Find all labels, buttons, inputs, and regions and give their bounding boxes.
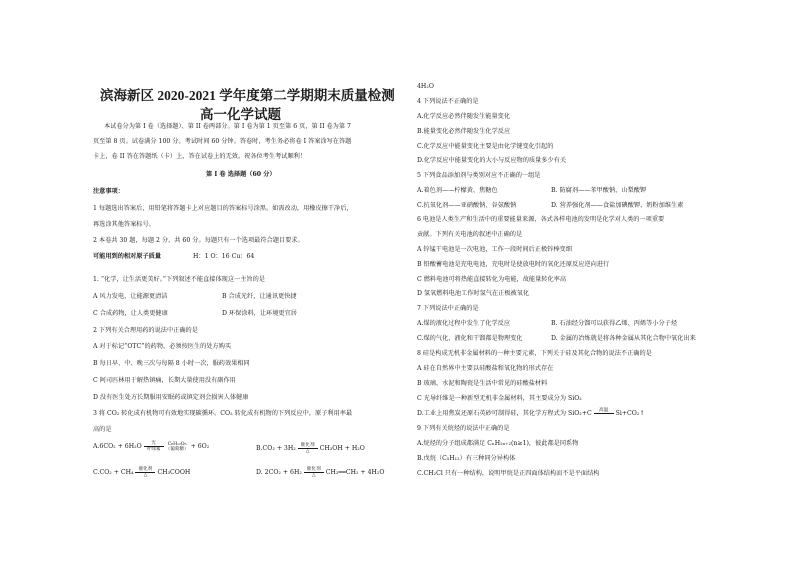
q8-stem: 8 硅是构成无机非金属材料的一种主要元素，下列关于硅及其化合物的说法不正确的是 [417,350,652,357]
notice-line-1: 1 每题选出答案后，用铅笔将答题卡上对应题目的答案标号涂黑。如需改动，用橡皮擦干净后， [93,205,353,212]
q6-option-a: A 锌锰干电池是一次电池，工作一段时间后正极锌棒变细 [417,246,572,253]
q3-c-products: CH₃COOH [157,469,191,476]
q2-stem: 2 下列有关合理用药的说法中正确的是 [93,327,198,334]
q3-b-arrow: 催化剂 △ [298,443,318,454]
q5-option-c: C.抗氧化剂——亚硝酸钠、谷氨酸钠 [417,202,517,209]
q8-option-d [417,408,645,419]
q5-option-d: D. 营养强化剂——食盐加碘酸钾、奶粉加维生素 [551,202,684,209]
q6-stem-2: 贡献。下列有关电池的叙述中正确的是 [417,231,523,238]
q3-b-products: CH₃OH + H₂O [319,445,365,452]
notice-title: 注意事项： [93,188,124,195]
q4-stem: 4 下列说法不正确的是 [417,98,479,105]
q6-stem-1: 6 电池是人类生产和生活中的重要能量来源，各式各样电池的发明是化学对人类的一项重要 [417,216,665,223]
q3-a-arrow [144,441,164,452]
exam-subtitle: 高一化学试题 [200,107,281,122]
exam-title: 滨海新区 2020-2021 学年度第二学期期末质量检测 [100,88,395,103]
q3-stem-1: 3 将 CO₂ 转化成有机物可有效地实现碳循环。CO₂ 转化成有机物的下列反应中，原子利用率最 [93,410,353,417]
q8-d-text: D.工业上用焦炭还原石英砂可制得硅，其化学方程式为 SiO₂+C [417,410,592,417]
q8-option-b: B 玻璃、水泥和陶瓷是生活中常见的硅酸盐材料 [417,380,548,387]
q1-option-d: D 环保涂料，让环境更宜居 [222,310,297,317]
q9-option-c: C.CH₂Cl 只有一种结构，说明甲烷是正四面体结构而不是平面结构 [417,470,600,477]
q6-option-b: B 铅酸蓄电池是充电电池，充电时是使放电时的氧化还原反应逆向进行 [417,261,610,268]
q8-d-products: Si+CO₂↑ [615,410,645,417]
q3-option-b [256,443,365,454]
notice-line-3: 2 本卷共 30 题，每题 2 分，共 60 分。每题只有一个选项最符合题目要求。 [93,237,304,244]
q9-stem: 9 下列有关烷烃的说法中正确的是 [417,425,510,432]
q3-d-reactants: D. 2CO₂ + 6H₂ [256,469,302,476]
q3-c-arrow: 催化剂 △ [135,467,155,478]
q3-b-reactants: B.CO₂ + 3H₂ [256,445,296,452]
q4-option-c: C.化学反应中能量变化主要是由化学键变化引起的 [417,143,554,150]
q5-stem: 5 下列食品添加剂与类别对应不正确的一组是 [417,172,541,179]
q5-option-b: B. 防腐剂——苯甲酸钠、山梨酸钾 [551,187,647,194]
q3-option-a [93,441,209,452]
notice-line-2: 再选涂其他答案标号。 [93,221,155,228]
intro-line-3: 卡上，卷 II 答在答题纸（卡）上，答在试卷上的无效。祝各位考生考试顺利！ [93,153,307,160]
q3-a-reactants: A.6CO₂ + 6H₂O [93,443,142,450]
q3-a-product: C₆H₁₂O₆ （葡萄糖） [165,441,189,452]
q7-stem: 7 下列说法中正确的是 [417,305,479,312]
q8-option-a: A 硅在自然界中主要以硅酸盐和氧化物的形式存在 [417,365,554,372]
q4-option-d: D.化学反应中能量变化的大小与反应物的质量多少有关 [417,157,567,164]
q3-a-cond-top: 光 [151,441,156,446]
section1-title: 第 I 卷 选择题（60 分） [206,171,276,178]
q1-stem: 1. “化学，让生活更美好。”下列叙述不能直接体现这一主旨的是 [93,276,265,283]
q2-option-b: B 每日早、中、晚三次与每隔 8 小时一次，服药效果相同 [93,360,250,367]
q3-c-reactants: C.CO₂ + CH₄ [93,469,134,476]
q2-option-c: C 阿司匹林用于解热镇痛，长期大量使用没有副作用 [93,377,236,384]
q8-option-c: C 光导纤维是一种新型无机非金属材料，其主要成分为 SiO₂ [417,395,582,402]
q7-option-b: B. 石油经分馏可以获得乙烯、丙烯等小分子烃 [551,320,678,327]
q4-option-a: A.化学反应必然伴随发生能量变化 [417,113,511,120]
q3-stem-2: 高的是 [93,426,112,433]
q9-option-b: B.戊烷（C₅H₁₂）有三种同分异构体 [417,455,516,462]
q2-option-d: D 没有医生处方长期服用安眠药或镇定剂会损害人体健康 [93,394,249,401]
intro-line-2: 页至第 8 页。试卷满分 100 分。考试时间 60 分钟。答卷时，考生务必将卷 I 答案涂写在答题 [93,138,352,145]
q1-option-c: C 合成药物，让人类更健康 [93,310,168,317]
q3-d-products: CH₂══CH₂ + 4H₂O [325,469,385,476]
q3-d-arrow: 催化剂 △ [304,467,324,478]
q3-d-continuation: 4H₂O [417,83,434,90]
q6-option-c: C 燃料电池可将热能直接转化为电能，故能量转化率高 [417,276,567,283]
q1-option-b: B 合成光纤，让通讯更快捷 [222,293,297,300]
q3-option-d [256,467,384,478]
q9-option-a: A.烷烃的分子组成都满足 CₙH₂ₙ₊₂(n≥1)，彼此都是同系物 [417,440,579,447]
atomic-mass-label: 可能用到的相对原子质量 [93,253,162,260]
q3-option-c [93,467,190,478]
intro-line-1: 本试卷分为第 I 卷（选择题）、第 II 卷两部分。第 I 卷为第 1 页至第 6 页，第 II 卷为第 7 [104,123,351,130]
q5-option-a: A.着色剂——柠檬黄、焦糖色 [417,187,498,194]
q4-option-b: B.能量变化必然伴随发生化学反应 [417,128,511,135]
q8-d-arrow: 高温 [594,408,614,419]
q6-option-d: D 氢氧燃料电池工作时氢气在正极被氧化 [417,290,530,297]
atomic-mass-values: H：1 O：16 Cu：64 [193,253,255,260]
q2-option-a: A 对于标记“OTC”的药物，必须按医生的处方购买 [93,343,232,350]
q1-option-a: A 风力发电，让能源更清洁 [93,293,168,300]
q7-option-a: A.煤的液化过程中发生了化学反应 [417,320,511,327]
q7-option-c: C.煤的气化、液化和干馏都是物理变化 [417,335,523,342]
q3-a-cond-bottom: 叶绿素 [146,447,161,452]
q3-a-byproduct: + 6O₂ [190,443,210,450]
q7-option-d: D. 金属的冶炼就是将各种金属从其化合物中氧化出来 [551,335,696,342]
